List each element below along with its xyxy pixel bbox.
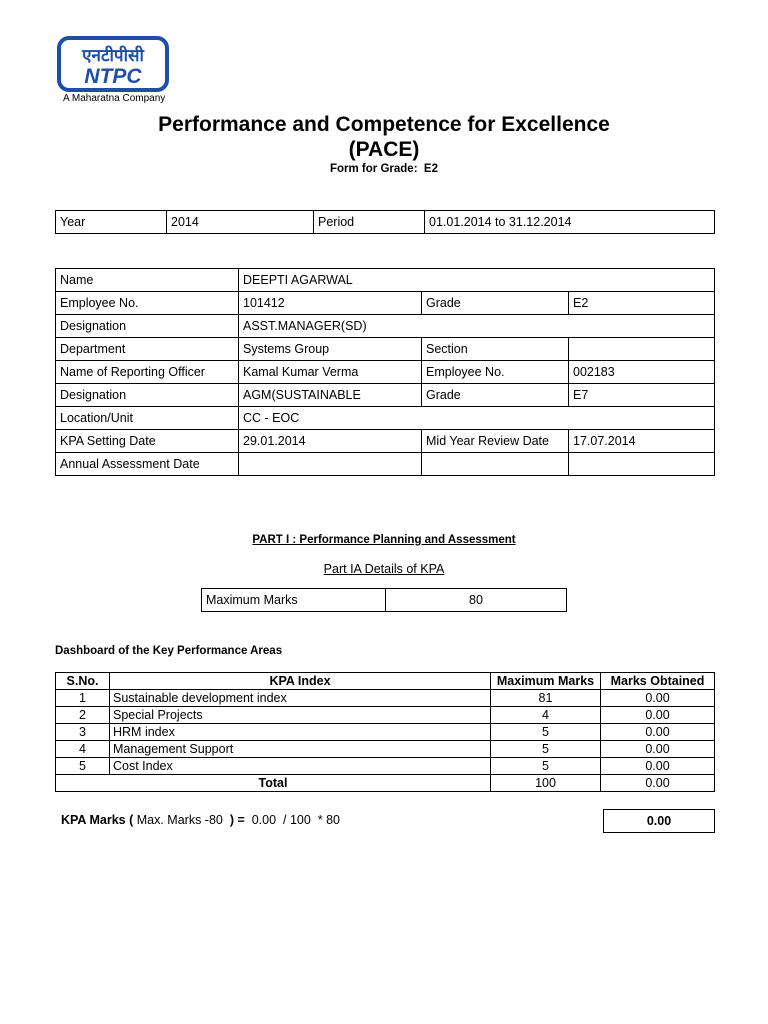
part1-heading-text: PART I : Performance Planning and Assessment <box>252 534 516 546</box>
max-marks-value: 80 <box>386 589 567 612</box>
kpa-marks-label: KPA Marks ( <box>61 813 134 827</box>
max-marks-label: Maximum Marks <box>202 589 386 612</box>
form-grade-value: E2 <box>423 163 438 175</box>
table-row <box>56 269 715 292</box>
emp-no-value: 101412 <box>239 292 422 315</box>
table-row <box>56 361 715 384</box>
ro-emp-no-value: 002183 <box>569 361 715 384</box>
max-marks-table <box>201 588 567 612</box>
row-max: 5 <box>491 724 601 741</box>
table-row <box>56 758 715 775</box>
logo-brand: NTPC <box>84 65 142 88</box>
kpa-formula-close: ) = <box>229 813 245 827</box>
year-label: Year <box>56 211 167 234</box>
table-row <box>56 430 715 453</box>
table-row <box>56 292 715 315</box>
table-row <box>56 384 715 407</box>
ro-grade-label: Grade <box>422 384 569 407</box>
kpa-marks-formula <box>61 813 340 827</box>
form-grade <box>0 163 768 175</box>
location-label: Location/Unit <box>56 407 239 430</box>
row-sno: 1 <box>56 690 110 707</box>
table-row <box>56 741 715 758</box>
annual-empty-1 <box>422 453 569 476</box>
department-label: Department <box>56 338 239 361</box>
row-sno: 3 <box>56 724 110 741</box>
row-sno: 2 <box>56 707 110 724</box>
row-obtained: 0.00 <box>601 724 715 741</box>
form-grade-label: Form for Grade: <box>329 163 418 175</box>
period-table <box>55 210 715 234</box>
table-row <box>56 707 715 724</box>
logo-devanagari: एनटीपीसी <box>82 46 144 66</box>
ro-designation-label: Designation <box>56 384 239 407</box>
row-obtained: 0.00 <box>601 741 715 758</box>
table-total-row <box>56 775 715 792</box>
ntpc-logo-icon <box>57 36 169 92</box>
row-kpa: Special Projects <box>110 707 491 724</box>
row-max: 81 <box>491 690 601 707</box>
ro-label: Name of Reporting Officer <box>56 361 239 384</box>
name-value: DEEPTI AGARWAL <box>239 269 715 292</box>
kpa-dashboard-table <box>55 672 715 792</box>
logo-tagline: A Maharatna Company <box>63 93 166 104</box>
table-row <box>56 453 715 476</box>
col-max-marks: Maximum Marks <box>491 673 601 690</box>
table-row <box>202 589 567 612</box>
kpa-formula-calc: 0.00 / 100 * 80 <box>251 813 340 827</box>
kpa-marks-result-box <box>603 809 715 833</box>
kpa-marks-result: 0.00 <box>604 810 715 833</box>
emp-no-label: Employee No. <box>56 292 239 315</box>
annual-empty-2 <box>569 453 715 476</box>
period-value: 01.01.2014 to 31.12.2014 <box>425 211 715 234</box>
ntpc-logo <box>57 36 169 92</box>
col-kpa-index: KPA Index <box>110 673 491 690</box>
location-value: CC - EOC <box>239 407 715 430</box>
total-label: Total <box>56 775 491 792</box>
row-obtained: 0.00 <box>601 707 715 724</box>
table-row <box>56 407 715 430</box>
part1a-heading-text: Part IA Details of KPA <box>323 562 445 576</box>
table-row <box>56 211 715 234</box>
department-value: Systems Group <box>239 338 422 361</box>
page-title-abbr: (PACE) <box>348 138 420 161</box>
mid-review-value: 17.07.2014 <box>569 430 715 453</box>
table-header-row <box>56 673 715 690</box>
employee-table <box>55 268 715 476</box>
kpa-date-value: 29.01.2014 <box>239 430 422 453</box>
table-row <box>56 315 715 338</box>
grade-value: E2 <box>569 292 715 315</box>
total-obtained: 0.00 <box>601 775 715 792</box>
kpa-date-label: KPA Setting Date <box>56 430 239 453</box>
dashboard-heading: Dashboard of the Key Performance Areas <box>55 645 283 657</box>
col-marks-obtained: Marks Obtained <box>601 673 715 690</box>
name-label: Name <box>56 269 239 292</box>
row-kpa: HRM index <box>110 724 491 741</box>
table-row <box>56 338 715 361</box>
grade-label: Grade <box>422 292 569 315</box>
row-sno: 5 <box>56 758 110 775</box>
ro-grade-value: E7 <box>569 384 715 407</box>
col-sno: S.No. <box>56 673 110 690</box>
row-kpa: Sustainable development index <box>110 690 491 707</box>
annual-label: Annual Assessment Date <box>56 453 239 476</box>
mid-review-label: Mid Year Review Date <box>422 430 569 453</box>
designation-label: Designation <box>56 315 239 338</box>
row-obtained: 0.00 <box>601 758 715 775</box>
table-row <box>56 724 715 741</box>
row-obtained: 0.00 <box>601 690 715 707</box>
part1a-heading <box>0 562 768 576</box>
period-label: Period <box>314 211 425 234</box>
row-max: 4 <box>491 707 601 724</box>
ro-emp-no-label: Employee No. <box>422 361 569 384</box>
table-row <box>604 810 715 833</box>
kpa-formula-max: Max. Marks -80 <box>136 813 223 827</box>
total-max: 100 <box>491 775 601 792</box>
row-max: 5 <box>491 758 601 775</box>
row-sno: 4 <box>56 741 110 758</box>
section-label: Section <box>422 338 569 361</box>
page-title: Performance and Competence for Excellence <box>158 113 610 136</box>
designation-value: ASST.MANAGER(SD) <box>239 315 715 338</box>
row-kpa: Cost Index <box>110 758 491 775</box>
annual-value <box>239 453 422 476</box>
ro-designation-value: AGM(SUSTAINABLE <box>239 384 422 407</box>
table-row <box>56 690 715 707</box>
row-kpa: Management Support <box>110 741 491 758</box>
part1-heading <box>0 534 768 546</box>
row-max: 5 <box>491 741 601 758</box>
ro-value: Kamal Kumar Verma <box>239 361 422 384</box>
section-value <box>569 338 715 361</box>
year-value: 2014 <box>167 211 314 234</box>
